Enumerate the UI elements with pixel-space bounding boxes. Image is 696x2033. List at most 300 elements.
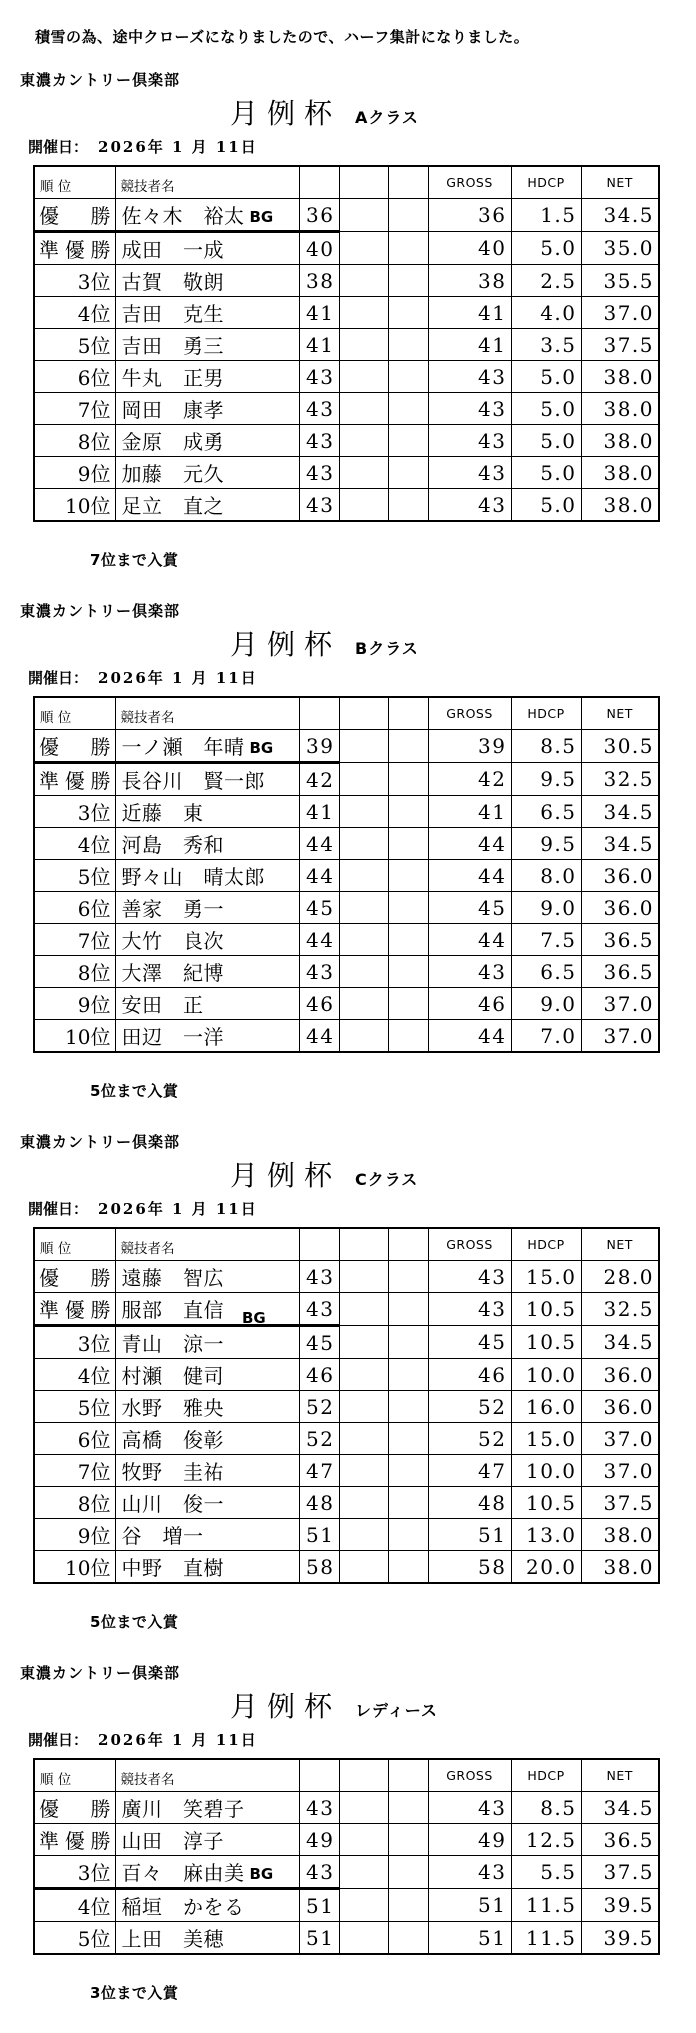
gross-cell: 49 xyxy=(428,1824,511,1856)
rank-cell: 5位 xyxy=(34,329,115,361)
net-cell: 38.0 xyxy=(581,361,659,393)
player-name-cell xyxy=(115,1020,299,1053)
net-cell: 38.0 xyxy=(581,489,659,522)
gross-cell: 36 xyxy=(428,199,511,232)
hdcp-cell: 10.0 xyxy=(511,1359,581,1391)
empty-cell-2 xyxy=(388,1824,428,1856)
player-name-cell xyxy=(115,1455,299,1487)
empty-cell-1 xyxy=(339,730,388,763)
player-name-cell xyxy=(115,1519,299,1551)
score-cell: 43 xyxy=(299,425,339,457)
score-cell: 47 xyxy=(299,1455,339,1487)
player-name-cell xyxy=(115,425,299,457)
rank-cell: 5位 xyxy=(34,1922,115,1955)
date-value: 2026年 1 月 11日 xyxy=(98,1731,258,1749)
col-header-net: NET xyxy=(581,697,659,730)
net-cell: 35.0 xyxy=(581,232,659,265)
empty-cell-2 xyxy=(388,763,428,796)
hdcp-cell: 5.0 xyxy=(511,425,581,457)
rank-cell: 6位 xyxy=(34,1423,115,1455)
player-name: 遠藤 智広 xyxy=(121,1266,224,1290)
rank-cell: 準優勝 xyxy=(34,232,115,265)
result-row xyxy=(34,1261,659,1293)
rank-cell: 8位 xyxy=(34,425,115,457)
player-name-cell xyxy=(115,329,299,361)
event-title-row xyxy=(230,1685,696,1723)
result-row xyxy=(34,796,659,828)
empty-cell-2 xyxy=(388,1391,428,1423)
gross-cell: 52 xyxy=(428,1423,511,1455)
hdcp-cell: 15.0 xyxy=(511,1261,581,1293)
rank-cell: 10位 xyxy=(34,1020,115,1053)
hdcp-cell: 12.5 xyxy=(511,1824,581,1856)
rank-cell: 4位 xyxy=(34,297,115,329)
event-date-row xyxy=(28,1729,696,1750)
rank-cell: 9位 xyxy=(34,457,115,489)
result-row xyxy=(34,860,659,892)
col-header-player: 競技者名 xyxy=(115,697,299,730)
hdcp-cell: 9.0 xyxy=(511,988,581,1020)
score-cell: 43 xyxy=(299,361,339,393)
hdcp-cell: 8.5 xyxy=(511,730,581,763)
hdcp-cell: 13.0 xyxy=(511,1519,581,1551)
result-row xyxy=(34,425,659,457)
result-row xyxy=(34,265,659,297)
result-row xyxy=(34,730,659,763)
hdcp-cell: 1.5 xyxy=(511,199,581,232)
col-header-hdcp: HDCP xyxy=(511,697,581,730)
results-header-row xyxy=(34,1228,659,1261)
hdcp-cell: 5.0 xyxy=(511,489,581,522)
hdcp-cell: 20.0 xyxy=(511,1551,581,1584)
hdcp-cell: 2.5 xyxy=(511,265,581,297)
net-cell: 38.0 xyxy=(581,393,659,425)
result-row xyxy=(34,1856,659,1889)
player-name-cell xyxy=(115,828,299,860)
net-cell: 34.5 xyxy=(581,828,659,860)
player-name: 古賀 敬朗 xyxy=(121,270,224,294)
player-name-cell xyxy=(115,199,299,232)
player-name: 一ノ瀬 年晴 xyxy=(121,735,245,759)
net-cell: 34.5 xyxy=(581,1326,659,1359)
empty-cell-2 xyxy=(388,1423,428,1455)
event-title-row xyxy=(230,623,696,661)
result-row xyxy=(34,1391,659,1423)
empty-cell-1 xyxy=(339,860,388,892)
rank-cell: 4位 xyxy=(34,828,115,860)
col-header-empty-1 xyxy=(339,697,388,730)
score-cell: 46 xyxy=(299,1359,339,1391)
result-row xyxy=(34,489,659,522)
player-name: 青山 涼一 xyxy=(121,1332,224,1356)
score-cell: 41 xyxy=(299,297,339,329)
rank-cell: 優 勝 xyxy=(34,1261,115,1293)
player-name-cell xyxy=(115,1856,299,1889)
gross-cell: 44 xyxy=(428,924,511,956)
score-cell: 43 xyxy=(299,1792,339,1824)
result-row xyxy=(34,1551,659,1584)
empty-cell-1 xyxy=(339,393,388,425)
net-cell: 39.5 xyxy=(581,1889,659,1922)
player-name-cell xyxy=(115,457,299,489)
player-name-cell xyxy=(115,988,299,1020)
player-name: 百々 麻由美 xyxy=(121,1861,245,1885)
net-cell: 37.0 xyxy=(581,988,659,1020)
hdcp-cell: 8.5 xyxy=(511,1792,581,1824)
player-name: 大竹 良次 xyxy=(121,929,224,953)
net-cell: 30.5 xyxy=(581,730,659,763)
net-cell: 38.0 xyxy=(581,425,659,457)
player-name: 安田 正 xyxy=(121,993,204,1017)
empty-cell-2 xyxy=(388,1020,428,1053)
empty-cell-2 xyxy=(388,828,428,860)
hdcp-cell: 10.0 xyxy=(511,1455,581,1487)
class-label: Bクラス xyxy=(355,639,419,658)
player-name-cell xyxy=(115,489,299,522)
score-cell: 42 xyxy=(299,763,339,796)
club-name: 東濃カントリー倶楽部 xyxy=(20,71,181,89)
col-header-rank: 順 位 xyxy=(34,697,115,730)
score-cell: 38 xyxy=(299,265,339,297)
col-header-net: NET xyxy=(581,166,659,199)
player-name: 牛丸 正男 xyxy=(121,366,224,390)
empty-cell-1 xyxy=(339,1487,388,1519)
player-name-cell xyxy=(115,1359,299,1391)
net-cell: 34.5 xyxy=(581,796,659,828)
prize-note: 7位まで入賞 xyxy=(90,551,179,569)
hdcp-cell: 5.0 xyxy=(511,457,581,489)
gross-cell: 44 xyxy=(428,828,511,860)
col-header-score xyxy=(299,1228,339,1261)
result-row xyxy=(34,1792,659,1824)
empty-cell-2 xyxy=(388,1519,428,1551)
rank-cell: 4位 xyxy=(34,1889,115,1922)
gross-cell: 47 xyxy=(428,1455,511,1487)
rank-cell: 8位 xyxy=(34,956,115,988)
score-cell: 51 xyxy=(299,1889,339,1922)
empty-cell-2 xyxy=(388,730,428,763)
player-name: 水野 雅央 xyxy=(121,1396,224,1420)
empty-cell-2 xyxy=(388,199,428,232)
gross-cell: 41 xyxy=(428,297,511,329)
result-row xyxy=(34,1922,659,1955)
results-body xyxy=(34,1261,659,1584)
result-row xyxy=(34,1824,659,1856)
player-name-cell xyxy=(115,1261,299,1293)
empty-cell-2 xyxy=(388,425,428,457)
result-row xyxy=(34,297,659,329)
net-cell: 36.0 xyxy=(581,1359,659,1391)
col-header-empty-2 xyxy=(388,166,428,199)
class-section-3 xyxy=(0,1131,696,1632)
gross-cell: 44 xyxy=(428,860,511,892)
net-cell: 37.5 xyxy=(581,329,659,361)
rank-cell: 3位 xyxy=(34,1326,115,1359)
hdcp-cell: 3.5 xyxy=(511,329,581,361)
player-name: 牧野 圭祐 xyxy=(121,1460,224,1484)
col-header-score xyxy=(299,1759,339,1792)
results-body xyxy=(34,199,659,522)
rank-cell: 優 勝 xyxy=(34,1792,115,1824)
event-date-row xyxy=(28,667,696,688)
empty-cell-2 xyxy=(388,988,428,1020)
result-row xyxy=(34,1423,659,1455)
empty-cell-2 xyxy=(388,1359,428,1391)
player-name-cell xyxy=(115,1922,299,1955)
hdcp-cell: 5.0 xyxy=(511,232,581,265)
hdcp-cell: 8.0 xyxy=(511,860,581,892)
best-gross-badge: BG xyxy=(242,1309,266,1326)
rank-cell: 5位 xyxy=(34,860,115,892)
hdcp-cell: 5.5 xyxy=(511,1856,581,1889)
col-header-empty-2 xyxy=(388,1228,428,1261)
player-name-cell xyxy=(115,796,299,828)
rank-cell: 準優勝 xyxy=(34,1824,115,1856)
player-name: 加藤 元久 xyxy=(121,462,224,486)
player-name-cell xyxy=(115,730,299,763)
net-cell: 39.5 xyxy=(581,1922,659,1955)
class-label: Cクラス xyxy=(355,1170,419,1189)
empty-cell-1 xyxy=(339,1293,388,1326)
player-name: 上田 美穂 xyxy=(121,1927,224,1951)
class-section-1 xyxy=(0,69,696,570)
hdcp-cell: 9.5 xyxy=(511,828,581,860)
results-table xyxy=(33,1758,660,1955)
score-cell: 52 xyxy=(299,1391,339,1423)
empty-cell-1 xyxy=(339,1856,388,1889)
rank-cell: 7位 xyxy=(34,393,115,425)
score-cell: 58 xyxy=(299,1551,339,1584)
rank-cell: 準優勝 xyxy=(34,763,115,796)
results-header-row xyxy=(34,697,659,730)
score-cell: 41 xyxy=(299,329,339,361)
player-name: 中野 直樹 xyxy=(121,1556,224,1580)
empty-cell-1 xyxy=(339,1020,388,1053)
player-name: 近藤 東 xyxy=(121,801,204,825)
score-cell: 43 xyxy=(299,1856,339,1889)
best-gross-badge: BG xyxy=(249,208,274,226)
gross-cell: 58 xyxy=(428,1551,511,1584)
rank-cell: 優 勝 xyxy=(34,730,115,763)
net-cell: 32.5 xyxy=(581,1293,659,1326)
prize-note: 5位まで入賞 xyxy=(90,1613,179,1631)
net-cell: 32.5 xyxy=(581,763,659,796)
empty-cell-1 xyxy=(339,1326,388,1359)
results-table xyxy=(33,1227,660,1584)
player-name: 谷 増一 xyxy=(121,1524,204,1548)
player-name-cell xyxy=(115,1824,299,1856)
empty-cell-2 xyxy=(388,1293,428,1326)
gross-cell: 43 xyxy=(428,1261,511,1293)
empty-cell-2 xyxy=(388,1792,428,1824)
event-title: 月例杯 xyxy=(230,97,342,130)
player-name-cell xyxy=(115,956,299,988)
player-name: 岡田 康孝 xyxy=(121,398,224,422)
empty-cell-1 xyxy=(339,1889,388,1922)
result-row xyxy=(34,1455,659,1487)
date-value: 2026年 1 月 11日 xyxy=(98,138,258,156)
score-cell: 43 xyxy=(299,956,339,988)
empty-cell-1 xyxy=(339,232,388,265)
empty-cell-1 xyxy=(339,892,388,924)
hdcp-cell: 6.5 xyxy=(511,956,581,988)
event-title-row xyxy=(230,92,696,130)
empty-cell-2 xyxy=(388,956,428,988)
score-cell: 44 xyxy=(299,860,339,892)
rank-cell: 8位 xyxy=(34,1487,115,1519)
col-header-empty-1 xyxy=(339,1228,388,1261)
col-header-rank: 順 位 xyxy=(34,1759,115,1792)
class-sections-container xyxy=(0,69,696,2003)
player-name: 廣川 笑碧子 xyxy=(121,1797,245,1821)
class-label: レディース xyxy=(355,1701,438,1720)
result-row xyxy=(34,199,659,232)
gross-cell: 46 xyxy=(428,1359,511,1391)
gross-cell: 43 xyxy=(428,361,511,393)
gross-cell: 43 xyxy=(428,1792,511,1824)
score-cell: 52 xyxy=(299,1423,339,1455)
rank-cell: 10位 xyxy=(34,489,115,522)
empty-cell-2 xyxy=(388,860,428,892)
score-cell: 49 xyxy=(299,1824,339,1856)
result-row xyxy=(34,457,659,489)
empty-cell-1 xyxy=(339,457,388,489)
rank-cell: 5位 xyxy=(34,1391,115,1423)
hdcp-cell: 10.5 xyxy=(511,1293,581,1326)
gross-cell: 42 xyxy=(428,763,511,796)
col-header-empty-1 xyxy=(339,166,388,199)
event-title: 月例杯 xyxy=(230,1690,342,1723)
net-cell: 37.0 xyxy=(581,297,659,329)
score-cell: 41 xyxy=(299,796,339,828)
score-cell: 48 xyxy=(299,1487,339,1519)
empty-cell-1 xyxy=(339,828,388,860)
result-row xyxy=(34,956,659,988)
hdcp-cell: 5.0 xyxy=(511,361,581,393)
score-cell: 44 xyxy=(299,1020,339,1053)
hdcp-cell: 11.5 xyxy=(511,1922,581,1955)
empty-cell-2 xyxy=(388,232,428,265)
gross-cell: 41 xyxy=(428,796,511,828)
net-cell: 38.0 xyxy=(581,1551,659,1584)
hdcp-cell: 16.0 xyxy=(511,1391,581,1423)
hdcp-cell: 4.0 xyxy=(511,297,581,329)
net-cell: 38.0 xyxy=(581,1519,659,1551)
empty-cell-1 xyxy=(339,1792,388,1824)
event-title: 月例杯 xyxy=(230,628,342,661)
gross-cell: 46 xyxy=(428,988,511,1020)
col-header-gross: GROSS xyxy=(428,697,511,730)
net-cell: 38.0 xyxy=(581,457,659,489)
player-name: 服部 直信 xyxy=(121,1298,224,1322)
net-cell: 34.5 xyxy=(581,1792,659,1824)
result-row xyxy=(34,1020,659,1053)
player-name-cell xyxy=(115,1792,299,1824)
empty-cell-2 xyxy=(388,329,428,361)
empty-cell-2 xyxy=(388,1261,428,1293)
hdcp-cell: 5.0 xyxy=(511,393,581,425)
net-cell: 37.0 xyxy=(581,1423,659,1455)
event-title: 月例杯 xyxy=(230,1159,342,1192)
net-cell: 36.0 xyxy=(581,892,659,924)
rank-cell: 3位 xyxy=(34,796,115,828)
score-cell: 43 xyxy=(299,1261,339,1293)
gross-cell: 40 xyxy=(428,232,511,265)
player-name: 吉田 勇三 xyxy=(121,334,224,358)
closure-note: 積雪の為、途中クローズになりましたので、ハーフ集計になりました。 xyxy=(35,28,530,46)
net-cell: 36.5 xyxy=(581,1824,659,1856)
score-cell: 43 xyxy=(299,489,339,522)
event-date-row xyxy=(28,1198,696,1219)
results-header-row xyxy=(34,166,659,199)
score-cell: 45 xyxy=(299,1326,339,1359)
player-name-cell xyxy=(115,232,299,265)
net-cell: 35.5 xyxy=(581,265,659,297)
rank-cell: 優 勝 xyxy=(34,199,115,232)
net-cell: 36.0 xyxy=(581,1391,659,1423)
empty-cell-1 xyxy=(339,796,388,828)
rank-cell: 3位 xyxy=(34,1856,115,1889)
empty-cell-2 xyxy=(388,361,428,393)
empty-cell-2 xyxy=(388,1455,428,1487)
player-name: 山川 俊一 xyxy=(121,1492,224,1516)
player-name: 吉田 克生 xyxy=(121,302,224,326)
player-name-cell xyxy=(115,1326,299,1359)
class-section-4 xyxy=(0,1662,696,2003)
best-gross-badge: BG xyxy=(249,1865,274,1883)
empty-cell-2 xyxy=(388,265,428,297)
player-name: 山田 淳子 xyxy=(121,1829,224,1853)
result-row xyxy=(34,393,659,425)
hdcp-cell: 7.5 xyxy=(511,924,581,956)
score-cell: 39 xyxy=(299,730,339,763)
gross-cell: 41 xyxy=(428,329,511,361)
score-cell: 51 xyxy=(299,1519,339,1551)
result-row xyxy=(34,1519,659,1551)
date-value: 2026年 1 月 11日 xyxy=(98,1200,258,1218)
empty-cell-1 xyxy=(339,1519,388,1551)
hdcp-cell: 9.0 xyxy=(511,892,581,924)
club-name: 東濃カントリー倶楽部 xyxy=(20,602,181,620)
net-cell: 37.5 xyxy=(581,1487,659,1519)
col-header-rank: 順 位 xyxy=(34,166,115,199)
gross-cell: 39 xyxy=(428,730,511,763)
empty-cell-1 xyxy=(339,361,388,393)
result-row xyxy=(34,828,659,860)
gross-cell: 48 xyxy=(428,1487,511,1519)
player-name: 野々山 晴太郎 xyxy=(121,865,265,889)
player-name-cell xyxy=(115,924,299,956)
hdcp-cell: 10.5 xyxy=(511,1487,581,1519)
empty-cell-2 xyxy=(388,924,428,956)
result-row xyxy=(34,361,659,393)
player-name-cell xyxy=(115,393,299,425)
net-cell: 36.5 xyxy=(581,956,659,988)
empty-cell-2 xyxy=(388,892,428,924)
col-header-score xyxy=(299,166,339,199)
empty-cell-1 xyxy=(339,956,388,988)
player-name-cell xyxy=(115,1889,299,1922)
empty-cell-1 xyxy=(339,1261,388,1293)
results-body xyxy=(34,730,659,1053)
score-cell: 45 xyxy=(299,892,339,924)
col-header-player: 競技者名 xyxy=(115,166,299,199)
net-cell: 37.5 xyxy=(581,1856,659,1889)
result-row xyxy=(34,763,659,796)
net-cell: 36.0 xyxy=(581,860,659,892)
score-cell: 36 xyxy=(299,199,339,232)
empty-cell-2 xyxy=(388,796,428,828)
